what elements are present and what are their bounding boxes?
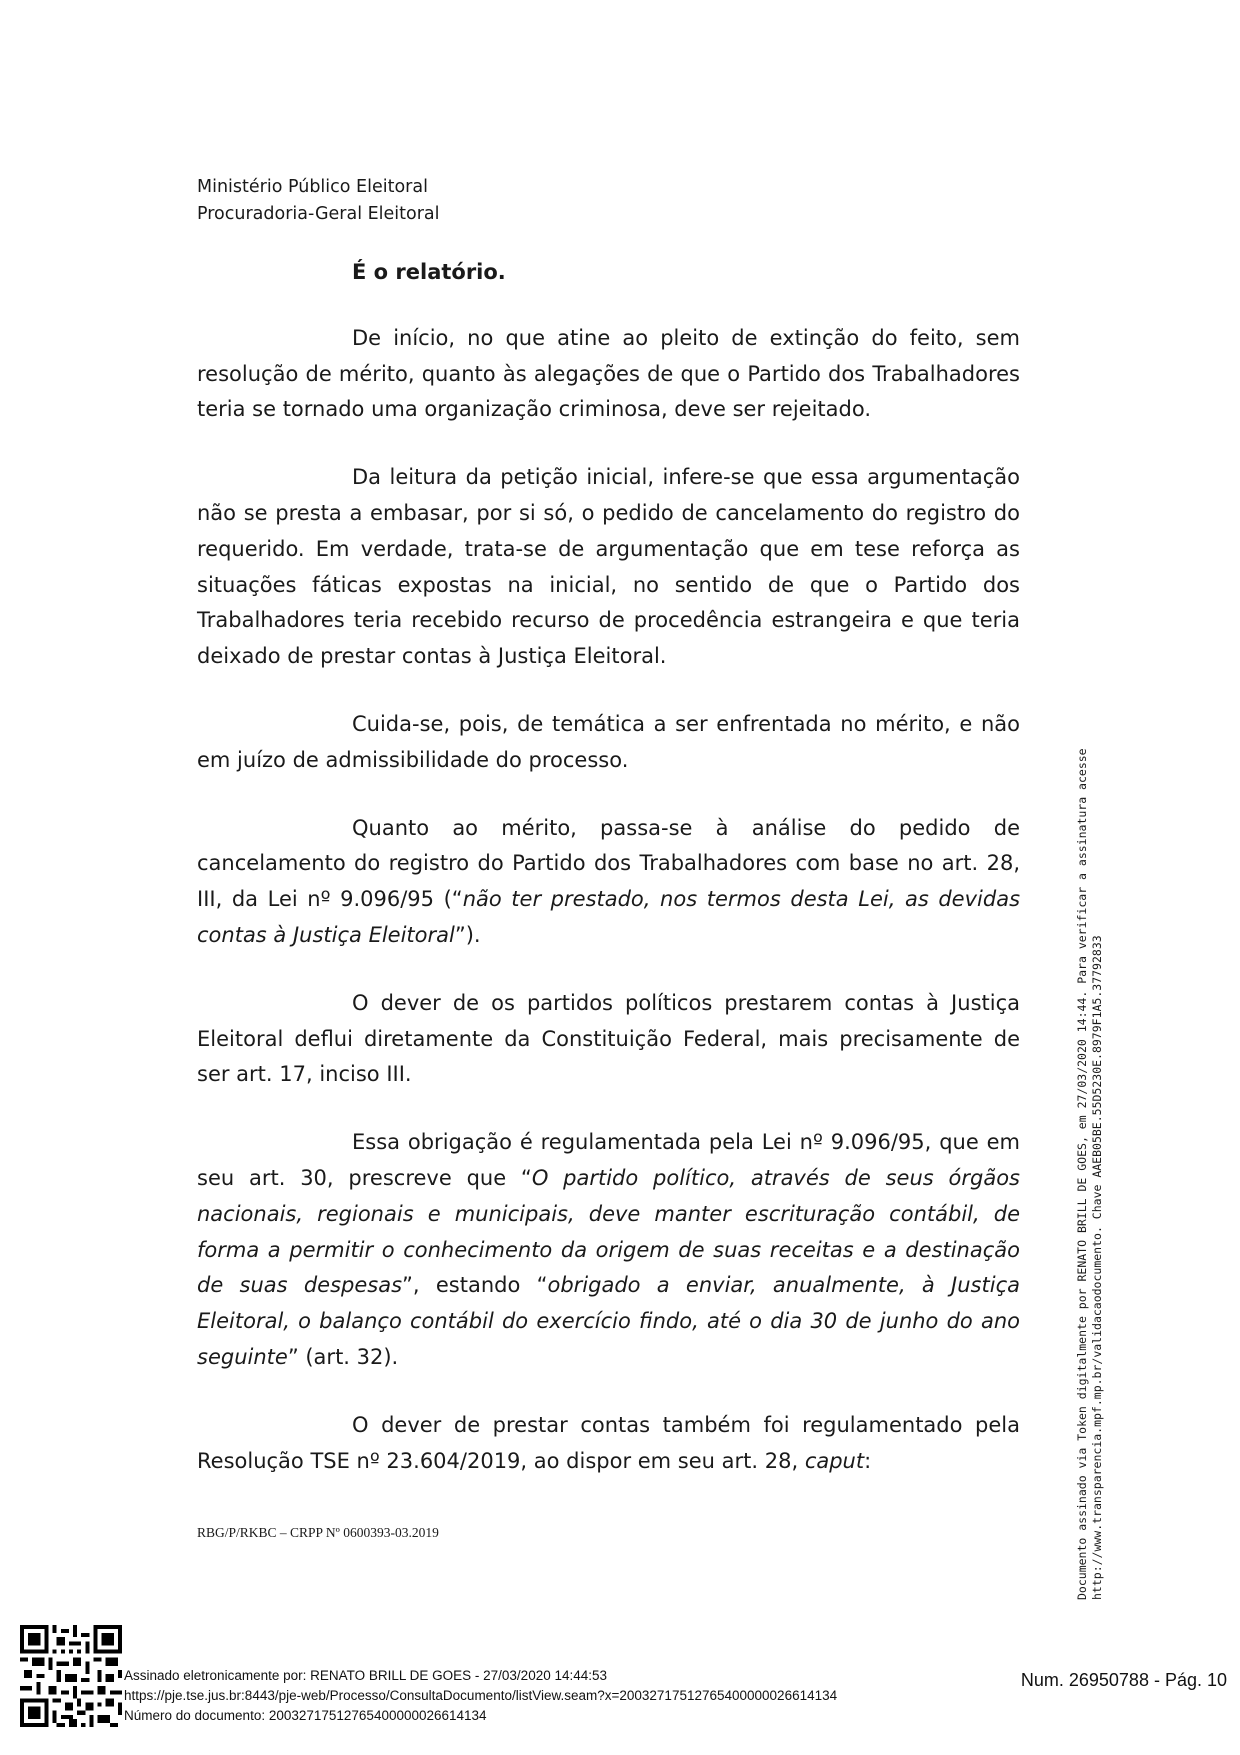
page-number: Num. 26950788 - Pág. 10 bbox=[1020, 1670, 1227, 1690]
paragraph-3: Cuida-se, pois, de temática a ser enfrentada no mérito, e não em juízo de admissibilidade do processo. bbox=[197, 711, 1020, 772]
process-reference: RBG/P/RKBC – CRPP Nº 0600393-03.2019 bbox=[197, 1525, 439, 1540]
paragraph-6-text: Essa obrigação é regulamentada pela Lei nº 9.096/95, que em seu art. 30, prescreve que “ bbox=[197, 1130, 1020, 1190]
paragraph-4-quote: não ter prestado, nos termos desta Lei, as devidas contas à Justiça Eleitoral bbox=[197, 887, 1021, 947]
paragraph-7-italic: caput bbox=[804, 1448, 865, 1473]
stamp-line-2: http://www.transparencia.mpf.mp.br/validacaodocumento. Chave AAEB05BE.55D5230E.8979F1A5.37792833 bbox=[1090, 935, 1104, 1600]
paragraph-4-end: ”). bbox=[454, 922, 481, 947]
paragraph-4 bbox=[197, 811, 1020, 954]
qr-code-icon bbox=[20, 1625, 122, 1727]
paragraph-5: O dever de os partidos políticos prestarem contas à Justiça Eleitoral deflui diretamente da Constituição Federal, mais precisamente de ser art. 17, inciso III. bbox=[197, 990, 1020, 1087]
electronic-signature-info bbox=[124, 1666, 837, 1726]
header-department: Procuradoria-Geral Eleitoral bbox=[197, 204, 440, 224]
signature-validation-stamp bbox=[1075, 748, 1105, 1600]
paragraph-7-text: O dever de prestar contas também foi regulamentado pela Resolução TSE nº 23.604/2019, ao dispor em seu art. 28, bbox=[197, 1412, 1020, 1473]
signature-document-number: Número do documento: 20032717512765400000026614134 bbox=[124, 1708, 487, 1723]
paragraph-6-quote-2: obrigado a enviar, anualmente, à Justiça Eleitoral, o balanço contábil do exercício findo, até o dia 30 de junho do ano seguinte bbox=[197, 1273, 1020, 1369]
document-header bbox=[197, 174, 440, 228]
section-heading: É o relatório. bbox=[352, 260, 506, 284]
paragraph-7-end: : bbox=[864, 1448, 872, 1473]
document-body bbox=[197, 255, 1020, 1511]
signature-url[interactable]: https://pje.tse.jus.br:8443/pje-web/Processo/ConsultaDocumento/listView.seam?x=20032717512765400000026614134 bbox=[124, 1688, 838, 1703]
paragraph-1: De início, no que atine ao pleito de extinção do feito, sem resolução de mérito, quanto às alegações de que o Partido dos Trabalhadores teria se tornado uma organização criminosa, deve ser rejeitado. bbox=[197, 325, 1020, 422]
paragraph-6-end: ” (art. 32). bbox=[287, 1344, 399, 1369]
paragraph-2: Da leitura da petição inicial, infere-se que essa argumentação não se presta a embasar, por si só, o pedido de cancelamento do registro do requerido. Em verdade, trata-se de argumentação que em tese reforça as situações fáticas expostas na inicial, no sentido de que o Partido dos Trabalhadores teria recebido recurso de procedência estrangeira e que teria deixado de prestar contas à Justiça Eleitoral. bbox=[197, 465, 1020, 669]
header-institution: Ministério Público Eleitoral bbox=[197, 177, 428, 197]
stamp-line-1: Documento assinado via Token digitalmente por RENATO BRILL DE GOES, em 27/03/2020 14:44. Para verificar a assinatura acesse bbox=[1075, 748, 1089, 1600]
paragraph-6-quote-1: O partido político, através de seus órgãos nacionais, regionais e municipais, deve manter escrituração contábil, de forma a permitir o conhecimento da origem de suas receitas e a destinação de suas despesas bbox=[197, 1165, 1020, 1298]
paragraph-4-text: Quanto ao mérito, passa-se à análise do pedido de cancelamento do registro do Partido dos Trabalhadores com base no art. 28, III, da Lei nº 9.096/95 (“ bbox=[197, 815, 1020, 912]
paragraph-6-mid: ”, estando “ bbox=[402, 1273, 548, 1298]
paragraph-6 bbox=[197, 1125, 1020, 1376]
paragraph-7 bbox=[197, 1408, 1020, 1480]
signature-signer: Assinado eletronicamente por: RENATO BRILL DE GOES - 27/03/2020 14:44:53 bbox=[124, 1668, 608, 1683]
